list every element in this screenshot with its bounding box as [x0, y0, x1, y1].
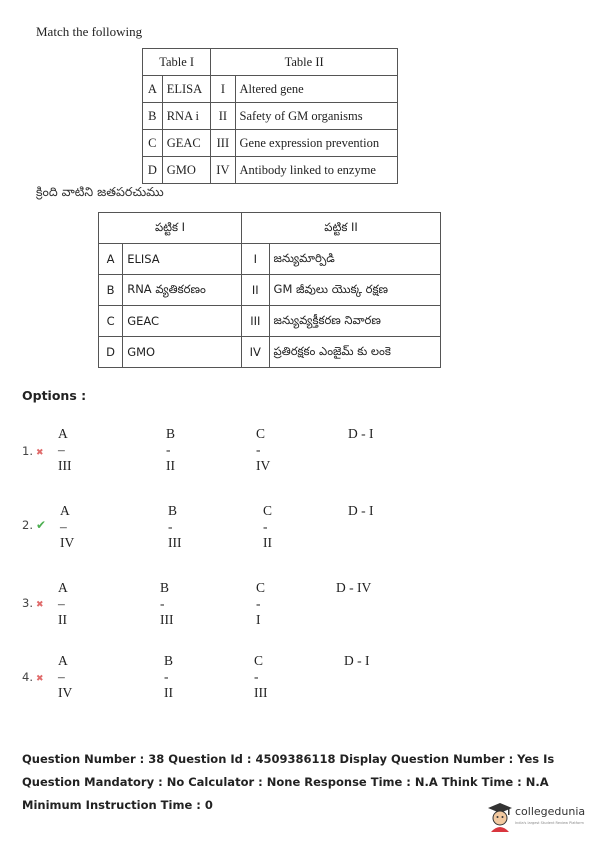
option-4-number	[22, 670, 44, 684]
row-value-right: GM జీవులు యొక్క రక్షణ	[269, 275, 440, 306]
table-row	[99, 275, 441, 306]
table-row	[99, 337, 441, 368]
table-row	[99, 244, 441, 275]
option-part-c: C - III	[254, 653, 268, 700]
logo-tagline: India's largest Student Review Platform	[515, 821, 584, 825]
row-key-right: I	[211, 76, 235, 103]
option-part-a: A – III	[58, 426, 72, 473]
row-key-left: C	[143, 130, 163, 157]
table-row	[143, 157, 398, 184]
row-key-right: II	[211, 103, 235, 130]
option-part-d: D - I	[348, 426, 374, 441]
option-2-number	[22, 518, 46, 532]
row-key-left: C	[99, 306, 123, 337]
table-header-col2: Table II	[211, 49, 398, 76]
table-header-row	[143, 49, 398, 76]
row-value-left: GMO	[123, 337, 242, 368]
row-value-right: జన్యువ్యక్తీకరణ నివారణ	[269, 306, 440, 337]
option-part-c: C - IV	[256, 426, 271, 473]
row-value-right: Gene expression prevention	[235, 130, 397, 157]
option-part-d: D - I	[344, 653, 370, 668]
table-row	[143, 130, 398, 157]
option-3-number	[22, 596, 44, 610]
row-key-left: B	[143, 103, 163, 130]
row-key-right: III	[211, 130, 235, 157]
option-number: 2.	[22, 518, 33, 532]
row-key-right: I	[242, 244, 269, 275]
row-key-right: IV	[211, 157, 235, 184]
row-value-left: RNA i	[162, 103, 211, 130]
option-part-b: B - II	[166, 426, 176, 473]
row-key-right: III	[242, 306, 269, 337]
row-key-right: IV	[242, 337, 269, 368]
option-part-d: D - IV	[336, 580, 372, 595]
row-value-left: ELISA	[123, 244, 242, 275]
row-value-right: ప్రతిరక్షకం ఎంజైమ్ కు లంకె	[269, 337, 440, 368]
option-part-d: D - I	[348, 503, 374, 518]
option-1-number	[22, 444, 44, 458]
options-label: Options :	[22, 388, 87, 403]
check-icon: ✔	[35, 518, 47, 532]
table-header-col1: పట్టిక I	[99, 213, 242, 244]
graduate-avatar-icon	[487, 802, 513, 832]
match-table-english	[142, 48, 398, 184]
option-part-c: C - I	[256, 580, 266, 627]
row-value-left: GEAC	[162, 130, 211, 157]
question-intro-telugu: క్రింది వాటిని జతపరచుము	[36, 184, 164, 199]
row-value-left: RNA వ్యతికరణం	[123, 275, 242, 306]
row-value-left: GMO	[162, 157, 211, 184]
logo-wordmark: collegedunia	[515, 805, 586, 818]
cross-icon: ✖	[35, 448, 44, 458]
option-number: 3.	[22, 596, 33, 610]
option-number: 4.	[22, 670, 33, 684]
row-key-right: II	[242, 275, 269, 306]
row-key-left: B	[99, 275, 123, 306]
option-part-a: A – II	[58, 580, 68, 627]
option-part-a: A – IV	[58, 653, 73, 700]
row-value-right: జన్యుమార్పిడి	[269, 244, 440, 275]
option-part-a: A – IV	[60, 503, 75, 550]
row-key-left: A	[143, 76, 163, 103]
row-key-left: A	[99, 244, 123, 275]
cross-icon: ✖	[35, 674, 44, 684]
row-value-right: Altered gene	[235, 76, 397, 103]
option-part-b: B - III	[160, 580, 174, 627]
table-header-row	[99, 213, 441, 244]
table-header-col1: Table I	[143, 49, 211, 76]
row-value-right: Safety of GM organisms	[235, 103, 397, 130]
option-part-c: C - II	[263, 503, 273, 550]
cross-icon: ✖	[35, 600, 44, 610]
row-key-left: D	[143, 157, 163, 184]
table-header-col2: పట్టిక II	[242, 213, 441, 244]
table-row	[99, 306, 441, 337]
table-row	[143, 76, 398, 103]
row-value-left: ELISA	[162, 76, 211, 103]
match-table-telugu	[98, 212, 441, 368]
row-key-left: D	[99, 337, 123, 368]
collegedunia-logo	[487, 800, 587, 834]
row-value-left: GEAC	[123, 306, 242, 337]
option-number: 1.	[22, 444, 33, 458]
question-metadata: Question Number : 38 Question Id : 4509386118 Display Question Number : Yes Is Question Mandatory : No Calculator : None Response Time : N.A Think Time : N.A Minimum Instruction Time : 0	[22, 752, 555, 812]
table-row	[143, 103, 398, 130]
option-part-b: B - III	[168, 503, 182, 550]
row-value-right: Antibody linked to enzyme	[235, 157, 397, 184]
option-part-b: B - II	[164, 653, 174, 700]
question-intro-english: Match the following	[36, 24, 143, 39]
